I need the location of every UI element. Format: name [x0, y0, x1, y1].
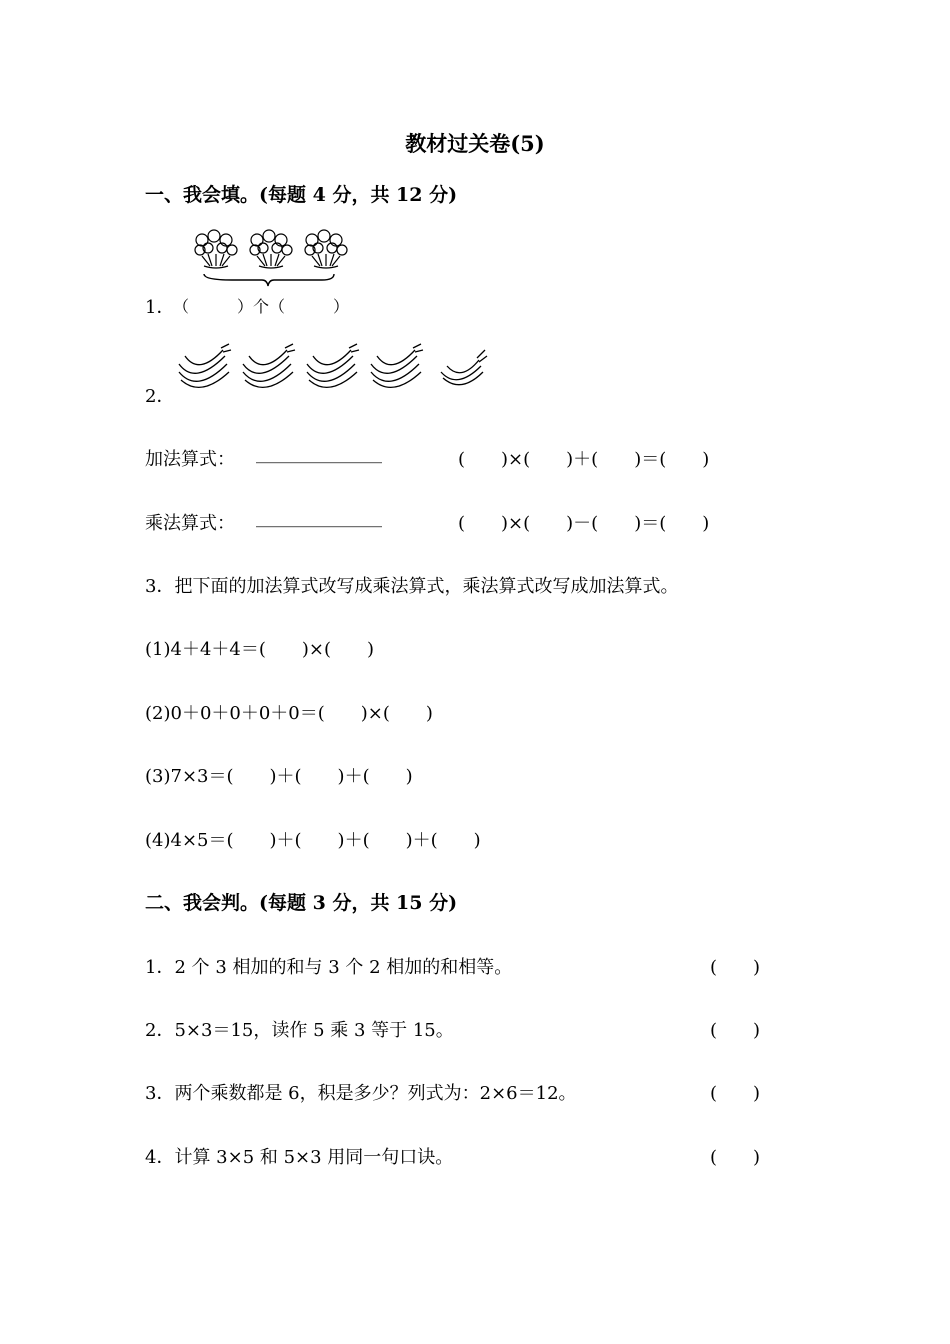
judge-item-text: 1．2 个 3 相加的和与 3 个 2 相加的和相等。 — [145, 957, 513, 978]
page-title: 教材过关卷(5) — [405, 131, 545, 156]
q3-item: (1)4＋4＋4＝( )×( ) — [145, 639, 375, 660]
q3-item: (4)4×5＝( )＋( )＋( )＋( ) — [145, 830, 481, 851]
judge-item-blank: ( ) — [710, 1020, 761, 1041]
q2-add-label: 加法算式： — [145, 449, 235, 470]
q2-number: 2． — [145, 386, 175, 407]
q1-blank: （ ）个（ ） — [173, 297, 350, 316]
judge-item-blank: ( ) — [710, 1147, 761, 1168]
section-1-heading: 一、我会填。(每题 4 分，共 12 分) — [145, 184, 458, 206]
judge-item-text: 4．计算 3×5 和 5×3 用同一句口诀。 — [145, 1147, 454, 1168]
flower-group — [195, 230, 237, 268]
q2-mul-expression: ( )×( )－( )＝( ) — [458, 513, 710, 534]
q3-item: (2)0＋0＋0＋0＋0＝( )×( ) — [145, 703, 433, 724]
q1-number: 1． — [145, 297, 175, 318]
q2-mul-label: 乘法算式： — [145, 513, 235, 534]
judge-item-text: 3．两个乘数都是 6，积是多少？列式为：2×6＝12。 — [145, 1083, 577, 1104]
q3-text: 3．把下面的加法算式改写成乘法算式，乘法算式改写成加法算式。 — [145, 576, 679, 597]
judge-item-blank: ( ) — [710, 1083, 761, 1104]
q3-item: (3)7×3＝( )＋( )＋( ) — [145, 766, 413, 787]
flower-bunch-icon — [192, 226, 352, 290]
q2-mul-underline: ______________ — [256, 507, 382, 528]
section-2-heading: 二、我会判。(每题 3 分，共 15 分) — [145, 892, 458, 914]
judge-item-blank: ( ) — [710, 957, 761, 978]
q2-add-expression: ( )×( )＋( )＝( ) — [458, 449, 710, 470]
q2-add-underline: ______________ — [256, 443, 382, 464]
banana-bunch-icon — [175, 342, 495, 394]
judge-item-text: 2．5×3＝15，读作 5 乘 3 等于 15。 — [145, 1020, 454, 1041]
